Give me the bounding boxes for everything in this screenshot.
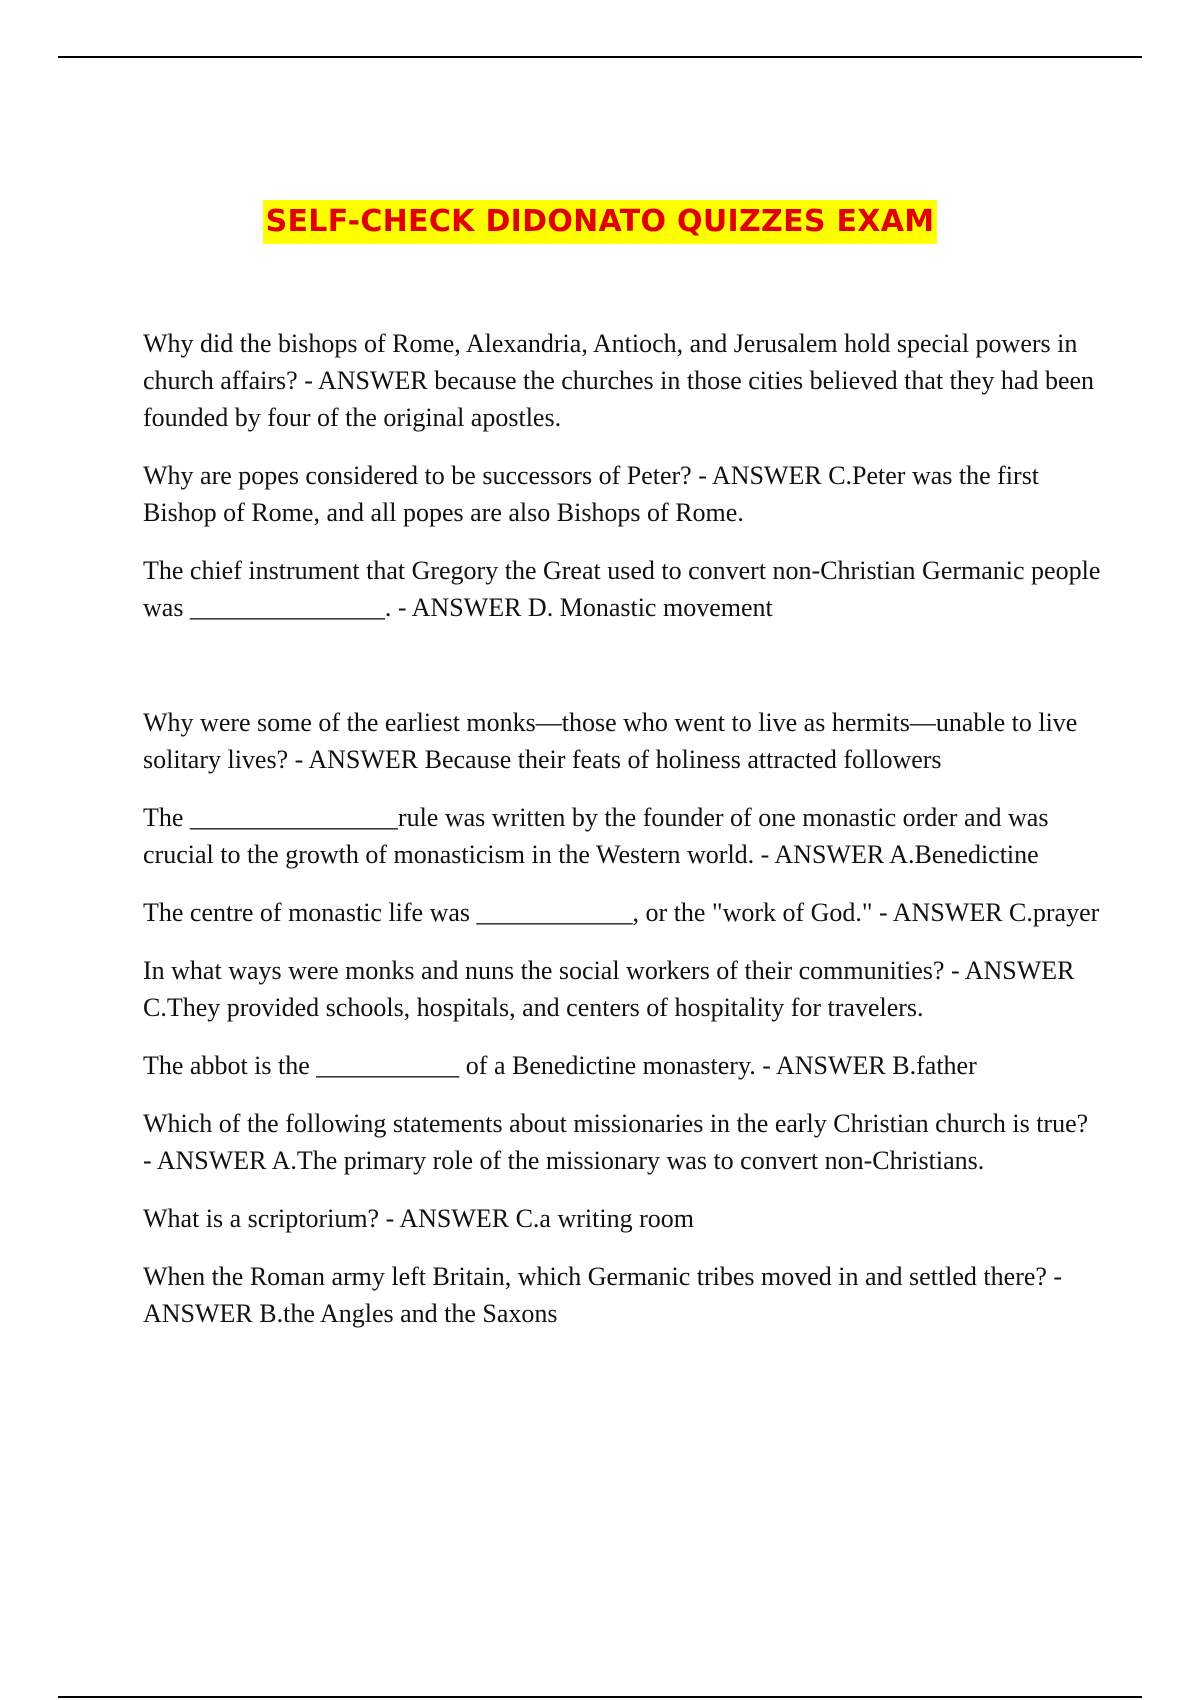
qa-item: What is a scriptorium? - ANSWER C.a writing room: [143, 1204, 694, 1233]
qa-item: Which of the following statements about missionaries in the early Christian church is true? - ANSWER A.The primary role of the missionary was to convert non-Christians.: [143, 1109, 1089, 1175]
qa-item: The ________________rule was written by the founder of one monastic order and was crucial to the growth of monasticism in the Western world. - ANSWER A.Benedictine: [143, 803, 1049, 869]
header-rule: [58, 56, 1142, 58]
qa-list: [143, 325, 1103, 1353]
qa-item: Why are popes considered to be successors of Peter? - ANSWER C.Peter was the first Bishop of Rome, and all popes are also Bishops of Rome.: [143, 461, 1040, 527]
qa-item: Why did the bishops of Rome, Alexandria, Antioch, and Jerusalem hold special powers in church affairs? - ANSWER because the churches in those cities believed that they had been founded by four of the original apostles.: [143, 329, 1095, 432]
qa-item: The centre of monastic life was ____________, or the "work of God." - ANSWER C.prayer: [143, 898, 1100, 927]
title-container: [0, 200, 1200, 244]
qa-item: Why were some of the earliest monks—those who went to live as hermits—unable to live solitary lives? - ANSWER Because their feats of holiness attracted followers: [143, 708, 1078, 774]
qa-item: When the Roman army left Britain, which Germanic tribes moved in and settled there? - ANSWER B.the Angles and the Saxons: [143, 1262, 1063, 1328]
qa-item: In what ways were monks and nuns the social workers of their communities? - ANSWER C.They provided schools, hospitals, and centers of hospitality for travelers.: [143, 956, 1075, 1022]
document-title: SELF-CHECK DIDONATO QUIZZES EXAM: [263, 200, 938, 244]
qa-item: The abbot is the ___________ of a Benedictine monastery. - ANSWER B.father: [143, 1051, 977, 1080]
qa-item: The chief instrument that Gregory the Great used to convert non-Christian Germanic people was _______________. - ANSWER D. Monastic movement: [143, 556, 1101, 622]
footer-rule: [58, 1696, 1142, 1698]
